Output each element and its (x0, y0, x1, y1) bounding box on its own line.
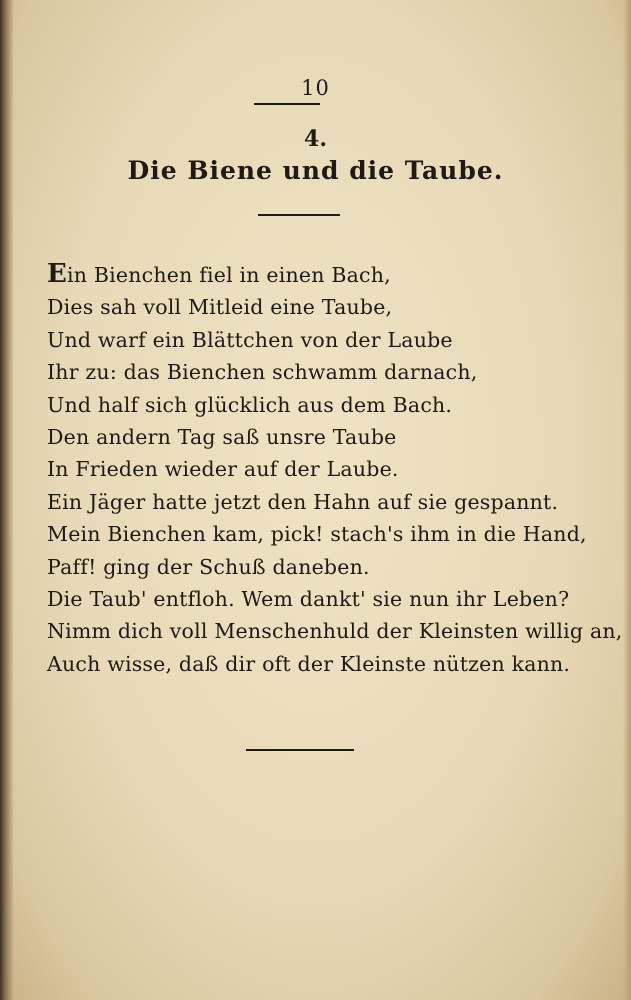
poem-line: Ein Jäger hatte jetzt den Hahn auf sie gespannt. (47, 489, 559, 514)
poem-text (47, 258, 623, 680)
poem-line: Ihr zu: das Bienchen schwamm darnach, (47, 360, 478, 385)
poem-line (47, 258, 617, 291)
poem-line: Den andern Tag saß unsre Taube (47, 425, 397, 450)
end-rule (246, 749, 354, 751)
title-rule (258, 214, 340, 216)
poem-line-text: in Bienchen fiel in einen Bach, (67, 263, 391, 287)
poem-line: Dies sah voll Mitleid eine Taube, (47, 295, 393, 320)
poem-line: Auch wisse, daß dir oft der Kleinste nützen kann. (47, 651, 571, 676)
poem-number: 4. (304, 126, 327, 152)
header-rule (254, 103, 320, 105)
poem-line: Die Taub' entfloh. Wem dankt' sie nun ihr Leben? (47, 587, 570, 612)
poem-line: Paff! ging der Schuß daneben. (47, 554, 370, 579)
poem-line: Nimm dich voll Menschenhuld der Kleinsten willig an, (47, 619, 623, 644)
poem-line: In Frieden wieder auf der Laube. (47, 457, 399, 482)
page-number: 10 (301, 76, 330, 100)
poem-line: Mein Bienchen kam, pick! stach's ihm in die Hand, (47, 522, 587, 547)
poem-line: Und warf ein Blättchen von der Laube (47, 327, 453, 352)
poem-line: Und half sich glücklich aus dem Bach. (47, 392, 453, 417)
poem-title: Die Biene und die Taube. (127, 156, 504, 185)
initial-letter: E (47, 259, 68, 289)
